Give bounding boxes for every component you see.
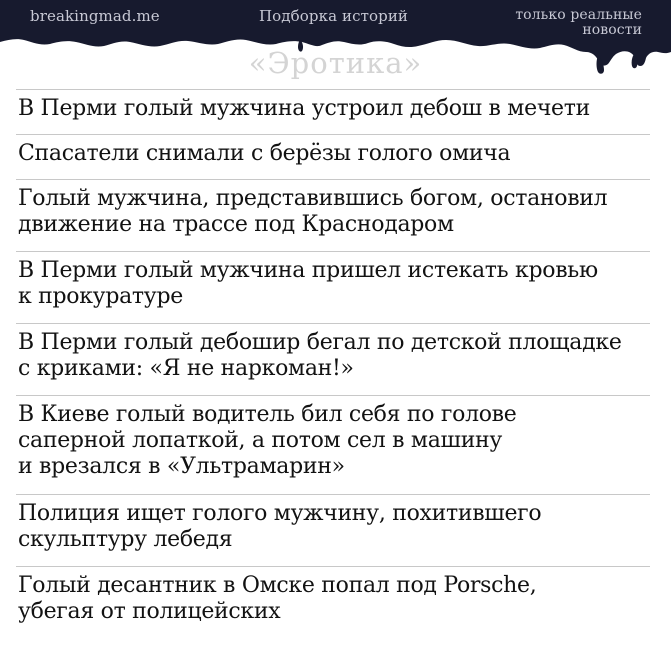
section-label: Подборка историй	[259, 7, 409, 25]
page-title: «Эротика»	[248, 46, 423, 80]
list-item[interactable]: В Киеве голый водитель бил себя по голове саперной лопаткой, а потом сел в машину и врезался в «Ультрамарин»	[16, 395, 650, 494]
list-item[interactable]: Голый десантник в Омске попал под Porsche, убегая от полицейских	[16, 566, 650, 637]
site-name: breakingmad.me	[30, 7, 160, 25]
story-list	[16, 89, 650, 637]
list-item[interactable]: Спасатели снимали с берёзы голого омича	[16, 134, 650, 179]
list-item[interactable]: В Перми голый дебошир бегал по детской площадке с криками: «Я не наркоман!»	[16, 323, 650, 395]
tagline: только реальные новости	[515, 7, 642, 38]
list-item[interactable]: Полиция ищет голого мужчину, похитившего скульптуру лебедя	[16, 494, 650, 566]
list-item[interactable]: В Перми голый мужчина устроил дебош в мечети	[16, 89, 650, 134]
list-item[interactable]: Голый мужчина, представившись богом, остановил движение на трассе под Краснодаром	[16, 179, 650, 251]
list-item[interactable]: В Перми голый мужчина пришел истекать кровью к прокуратуре	[16, 251, 650, 323]
